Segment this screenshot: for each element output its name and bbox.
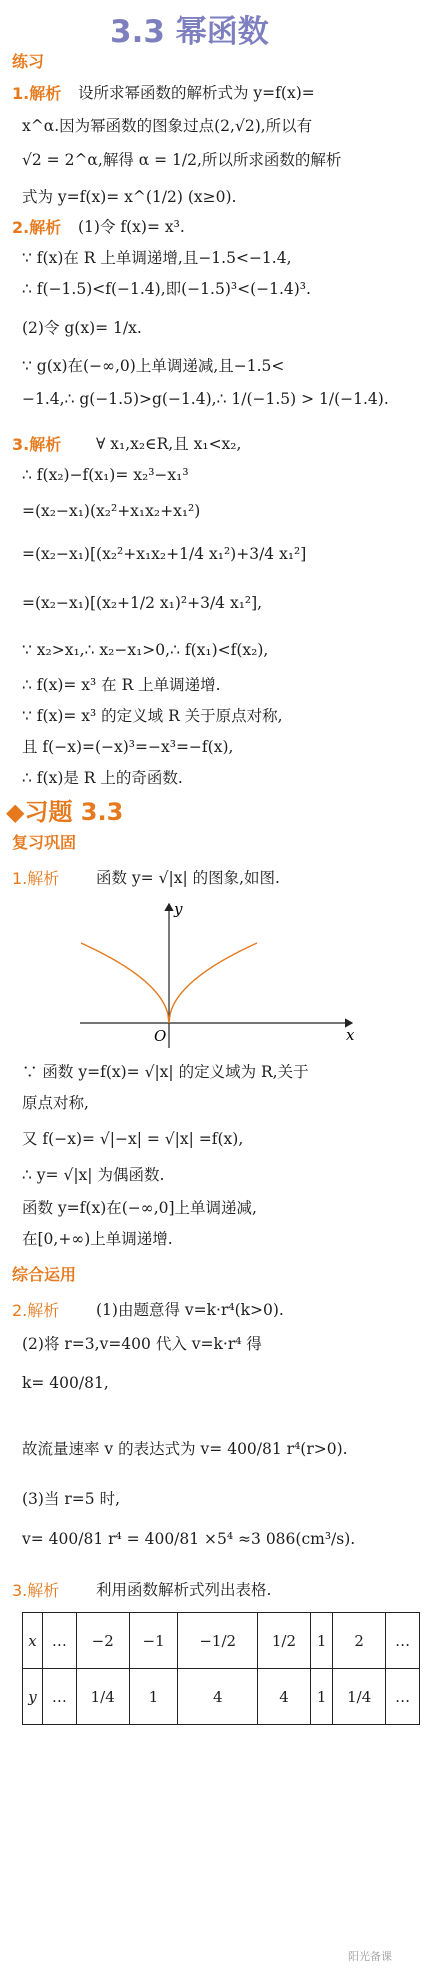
table-cell: 4 <box>257 1669 310 1725</box>
text-line: ∴ y= √|x| 为偶函数. <box>22 1166 165 1184</box>
practice-heading: 练习 <box>12 52 45 71</box>
table-cell: 1/2 <box>257 1613 310 1669</box>
text-line: k= 400/81, <box>22 1374 109 1392</box>
text-line: =(x₂−x₁)(x₂²+x₁x₂+x₁²) <box>22 502 201 520</box>
exercise-heading: ◆习题 3.3 <box>6 798 124 826</box>
table-row-x <box>23 1613 420 1669</box>
y-axis-label: y <box>174 900 183 918</box>
table-cell: −1 <box>129 1613 178 1669</box>
table-cell: … <box>42 1669 76 1725</box>
page-title: 3.3 幂函数 <box>110 14 269 50</box>
text-line: 函数 y=f(x)在(−∞,0]上单调递减, <box>22 1199 257 1217</box>
text-line: −1.4,∴ g(−1.5)>g(−1.4),∴ 1/(−1.5) > 1/(−1.4). <box>22 390 389 408</box>
text-line: =(x₂−x₁)[(x₂²+x₁x₂+1/4 x₁²)+3/4 x₁²] <box>22 545 307 563</box>
table-cell: −1/2 <box>178 1613 258 1669</box>
value-table <box>22 1612 420 1725</box>
table-cell: … <box>42 1613 76 1669</box>
table-cell: y <box>23 1669 43 1725</box>
table-cell: … <box>386 1613 420 1669</box>
table-cell: 1 <box>310 1613 332 1669</box>
text-line: x^α.因为幂函数的图象过点(2,√2),所以有 <box>22 117 313 135</box>
practice-item-3-label: 3.解析 <box>12 435 62 454</box>
table-cell: … <box>386 1669 420 1725</box>
review-heading: 复习巩固 <box>12 833 77 852</box>
text-line: (3)当 r=5 时, <box>22 1490 120 1508</box>
table-row-y <box>23 1669 420 1725</box>
table-cell: 4 <box>178 1669 258 1725</box>
text-line: (1)令 f(x)= x³. <box>78 218 185 236</box>
text-line: ∀ x₁,x₂∈R,且 x₁<x₂, <box>96 435 242 453</box>
apply-heading: 综合运用 <box>12 1265 77 1284</box>
text-line: ∴ f(x)是 R 上的奇函数. <box>22 769 183 787</box>
text-line: 且 f(−x)=(−x)³=−x³=−f(x), <box>22 738 234 756</box>
text-line: (1)由题意得 v=k·r⁴(k>0). <box>96 1301 284 1319</box>
text-line: ∵ 函数 y=f(x)= √|x| 的定义域为 R,关于 <box>22 1063 309 1081</box>
text-line: 设所求幂函数的解析式为 y=f(x)= <box>78 84 315 102</box>
text-line: v= 400/81 r⁴ = 400/81 ×5⁴ ≈3 086(cm³/s). <box>22 1530 356 1548</box>
text-line: ∴ f(x₂)−f(x₁)= x₂³−x₁³ <box>22 466 189 484</box>
table-cell: 2 <box>333 1613 386 1669</box>
text-line: 式为 y=f(x)= x^(1/2) (x≥0). <box>22 188 237 206</box>
table-cell: x <box>23 1613 43 1669</box>
text-line: 故流量速率 v 的表达式为 v= 400/81 r⁴(r>0). <box>22 1440 348 1458</box>
text-line: (2)将 r=3,v=400 代入 v=k·r⁴ 得 <box>22 1335 262 1353</box>
table-cell: 1 <box>129 1669 178 1725</box>
table-cell: −2 <box>76 1613 129 1669</box>
table-cell: 1/4 <box>76 1669 129 1725</box>
origin-label: O <box>154 1027 167 1045</box>
table-cell: 1 <box>310 1669 332 1725</box>
text-line: 又 f(−x)= √|−x| = √|x| =f(x), <box>22 1130 244 1148</box>
x-axis-label: x <box>346 1026 355 1044</box>
sqrt-abs-graph <box>80 900 360 1050</box>
exercise-item-3-label: 3.解析 <box>12 1581 60 1600</box>
text-line: ∵ x₂>x₁,∴ x₂−x₁>0,∴ f(x₁)<f(x₂), <box>22 641 269 659</box>
text-line: ∵ f(x)在 R 上单调递增,且−1.5<−1.4, <box>22 249 292 267</box>
text-line: =(x₂−x₁)[(x₂+1/2 x₁)²+3/4 x₁²], <box>22 594 263 612</box>
text-line: √2 = 2^α,解得 α = 1/2,所以所求函数的解析 <box>22 151 342 169</box>
table-cell: 1/4 <box>333 1669 386 1725</box>
exercise-item-1-label: 1.解析 <box>12 869 60 888</box>
exercise-item-2-label: 2.解析 <box>12 1301 60 1320</box>
text-line: ∵ f(x)= x³ 的定义域 R 关于原点对称, <box>22 707 283 725</box>
text-line: 函数 y= √|x| 的图象,如图. <box>96 869 280 887</box>
text-line: 在[0,+∞)上单调递增. <box>22 1230 173 1248</box>
text-line: ∴ f(x)= x³ 在 R 上单调递增. <box>22 676 221 694</box>
practice-item-2-label: 2.解析 <box>12 218 62 237</box>
text-line: ∵ g(x)在(−∞,0)上单调递减,且−1.5< <box>22 357 285 375</box>
text-line: (2)令 g(x)= 1/x. <box>22 319 142 337</box>
practice-item-1-label: 1.解析 <box>12 84 62 103</box>
text-line: 利用函数解析式列出表格. <box>96 1581 272 1599</box>
text-line: ∴ f(−1.5)<f(−1.4),即(−1.5)³<(−1.4)³. <box>22 280 311 298</box>
watermark: 阳光备课 <box>348 1950 392 1963</box>
text-line: 原点对称, <box>22 1094 89 1112</box>
